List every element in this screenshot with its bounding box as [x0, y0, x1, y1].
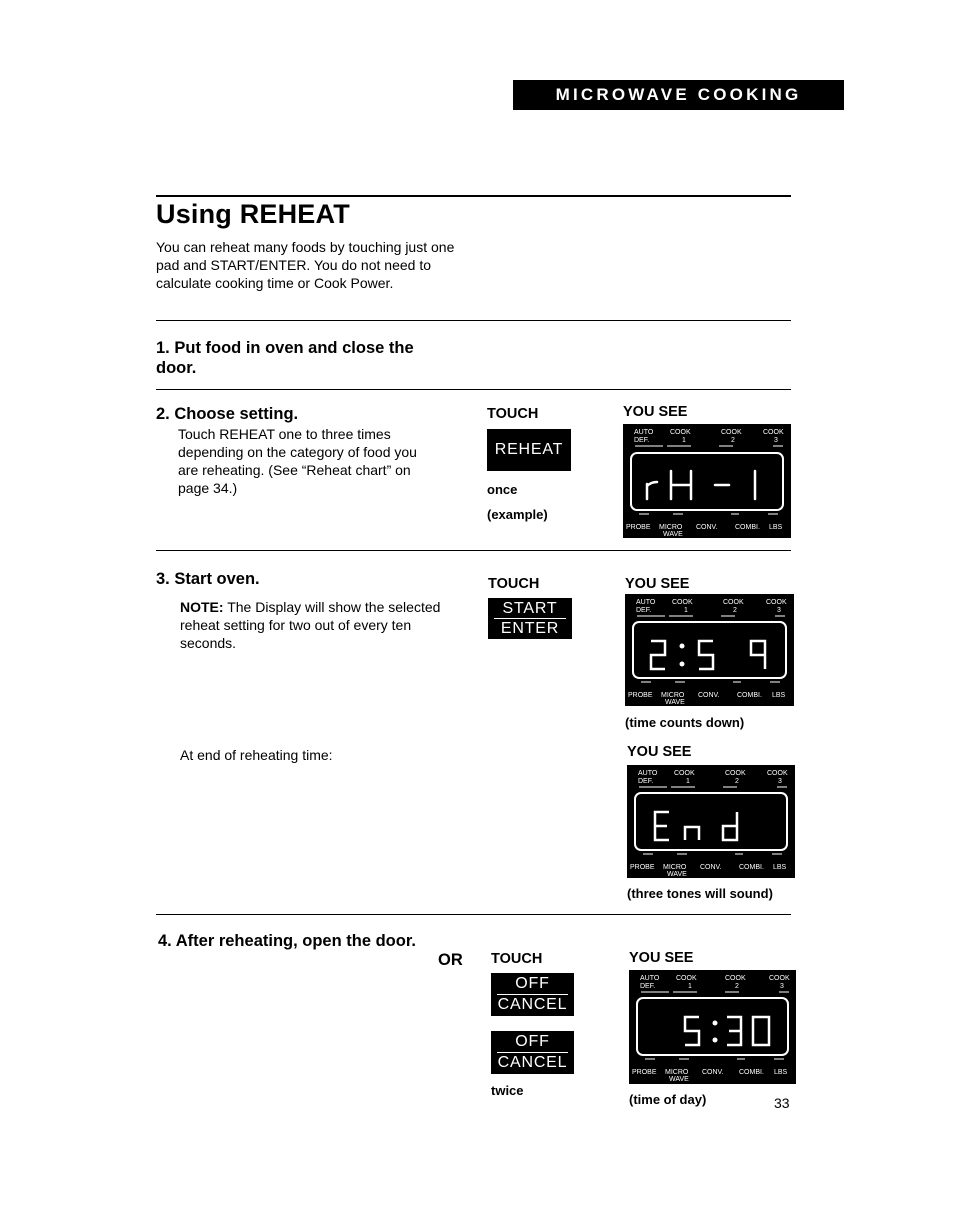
label-3: 3 — [774, 437, 778, 444]
display-reheat — [623, 424, 791, 538]
label-micro: MICRO — [659, 524, 683, 531]
display-countdown — [625, 594, 794, 706]
step-3-note — [180, 598, 465, 652]
label-2: 2 — [733, 607, 737, 614]
label-cook: COOK — [723, 599, 744, 606]
step-title: Choose setting. — [174, 405, 299, 423]
touch-label: TOUCH — [491, 951, 543, 967]
pad-label-cancel: CANCEL — [497, 996, 568, 1013]
step-number: 2. — [156, 405, 170, 423]
time-of-day-caption: (time of day) — [629, 1092, 707, 1107]
pad-label-start: START — [494, 599, 566, 619]
label-micro: MICRO — [665, 1069, 689, 1076]
label-micro: MICRO — [663, 864, 687, 871]
label-cook: COOK — [674, 770, 695, 777]
step-number: 1. — [156, 339, 170, 357]
label-auto: AUTO — [640, 975, 660, 982]
label-conv: CONV. — [696, 524, 718, 531]
label-cook: COOK — [766, 599, 787, 606]
step-title: Start oven. — [174, 570, 260, 588]
title-rule — [156, 195, 791, 197]
display-end — [627, 765, 795, 878]
label-cook: COOK — [725, 770, 746, 777]
label-auto: AUTO — [634, 429, 654, 436]
label-3: 3 — [778, 778, 782, 785]
label-3: 3 — [780, 983, 784, 990]
or-label: OR — [438, 951, 463, 969]
label-1: 1 — [684, 607, 688, 614]
page-number: 33 — [774, 1095, 790, 1111]
step-number: 3. — [156, 570, 170, 588]
label-cook: COOK — [676, 975, 697, 982]
label-2: 2 — [735, 778, 739, 785]
label-probe: PROBE — [628, 692, 653, 699]
touch-label: TOUCH — [487, 406, 539, 422]
label-micro: MICRO — [661, 692, 685, 699]
step-3 — [156, 569, 260, 589]
label-probe: PROBE — [626, 524, 651, 531]
off-cancel-pad[interactable] — [491, 973, 574, 1016]
label-def: DEF. — [634, 437, 650, 444]
page-title: Using REHEAT — [156, 199, 350, 229]
start-enter-pad[interactable] — [488, 598, 572, 639]
label-lbs: LBS — [773, 864, 787, 871]
label-conv: CONV. — [702, 1069, 724, 1076]
label-conv: CONV. — [700, 864, 722, 871]
note-text: The Display will show the selected reheat setting for two out of every ten seconds. — [180, 599, 441, 651]
divider — [156, 389, 791, 390]
step-1 — [156, 338, 456, 378]
label-cook: COOK — [767, 770, 788, 777]
section-header: MICROWAVE COOKING — [513, 80, 844, 110]
label-cook: COOK — [769, 975, 790, 982]
label-cook: COOK — [725, 975, 746, 982]
step-number: 4. — [158, 932, 172, 950]
label-probe: PROBE — [630, 864, 655, 871]
divider — [156, 320, 791, 321]
label-def: DEF. — [636, 607, 652, 614]
pad-label-enter: ENTER — [500, 620, 560, 637]
step-2-text: Touch REHEAT one to three times depending on the category of food you are reheating. (See “Reheat chart” on page 34.) — [178, 426, 417, 496]
display-time-of-day — [629, 970, 796, 1084]
intro-text: You can reheat many foods by touching just one pad and START/ENTER. You do not need to calculate cooking time or Cook Power. — [156, 239, 455, 291]
step-title: After reheating, open the door. — [175, 932, 416, 950]
label-1: 1 — [682, 437, 686, 444]
label-wave: WAVE — [669, 1076, 689, 1083]
note-label: NOTE: — [180, 599, 224, 615]
label-wave: WAVE — [663, 531, 683, 538]
label-cook: COOK — [721, 429, 742, 436]
label-cook: COOK — [763, 429, 784, 436]
label-combi: COMBI. — [739, 1069, 764, 1076]
label-lbs: LBS — [769, 524, 783, 531]
example-note: (example) — [487, 507, 548, 522]
label-combi: COMBI. — [739, 864, 764, 871]
label-wave: WAVE — [667, 871, 687, 878]
twice-note: twice — [491, 1083, 524, 1098]
label-auto: AUTO — [636, 599, 656, 606]
pad-label-off: OFF — [497, 1032, 568, 1053]
step-2 — [156, 404, 298, 424]
touch-label: TOUCH — [488, 576, 540, 592]
label-2: 2 — [731, 437, 735, 444]
label-def: DEF. — [640, 983, 656, 990]
you-see-label: YOU SEE — [625, 576, 690, 592]
label-lbs: LBS — [774, 1069, 788, 1076]
label-probe: PROBE — [632, 1069, 657, 1076]
label-3: 3 — [777, 607, 781, 614]
you-see-label: YOU SEE — [623, 404, 688, 420]
label-1: 1 — [686, 778, 690, 785]
you-see-label: YOU SEE — [629, 950, 694, 966]
label-lbs: LBS — [772, 692, 786, 699]
end-caption: (three tones will sound) — [627, 886, 773, 901]
off-cancel-pad[interactable] — [491, 1031, 574, 1074]
divider — [156, 914, 791, 915]
label-1: 1 — [688, 983, 692, 990]
label-def: DEF. — [638, 778, 654, 785]
label-combi: COMBI. — [735, 524, 760, 531]
label-cook: COOK — [672, 599, 693, 606]
label-wave: WAVE — [665, 699, 685, 706]
label-auto: AUTO — [638, 770, 658, 777]
step-4 — [158, 931, 416, 951]
label-combi: COMBI. — [737, 692, 762, 699]
label-conv: CONV. — [698, 692, 720, 699]
divider — [156, 550, 791, 551]
countdown-caption: (time counts down) — [625, 715, 745, 730]
reheat-pad[interactable]: REHEAT — [487, 429, 571, 471]
pad-label-cancel: CANCEL — [497, 1054, 568, 1071]
pad-label-off: OFF — [497, 974, 568, 995]
step-title: Put food in oven and close the door. — [156, 339, 414, 377]
label-cook: COOK — [670, 429, 691, 436]
end-of-reheat-text: At end of reheating time: — [180, 747, 333, 763]
label-2: 2 — [735, 983, 739, 990]
you-see-label: YOU SEE — [627, 744, 692, 760]
once-note: once — [487, 482, 518, 497]
